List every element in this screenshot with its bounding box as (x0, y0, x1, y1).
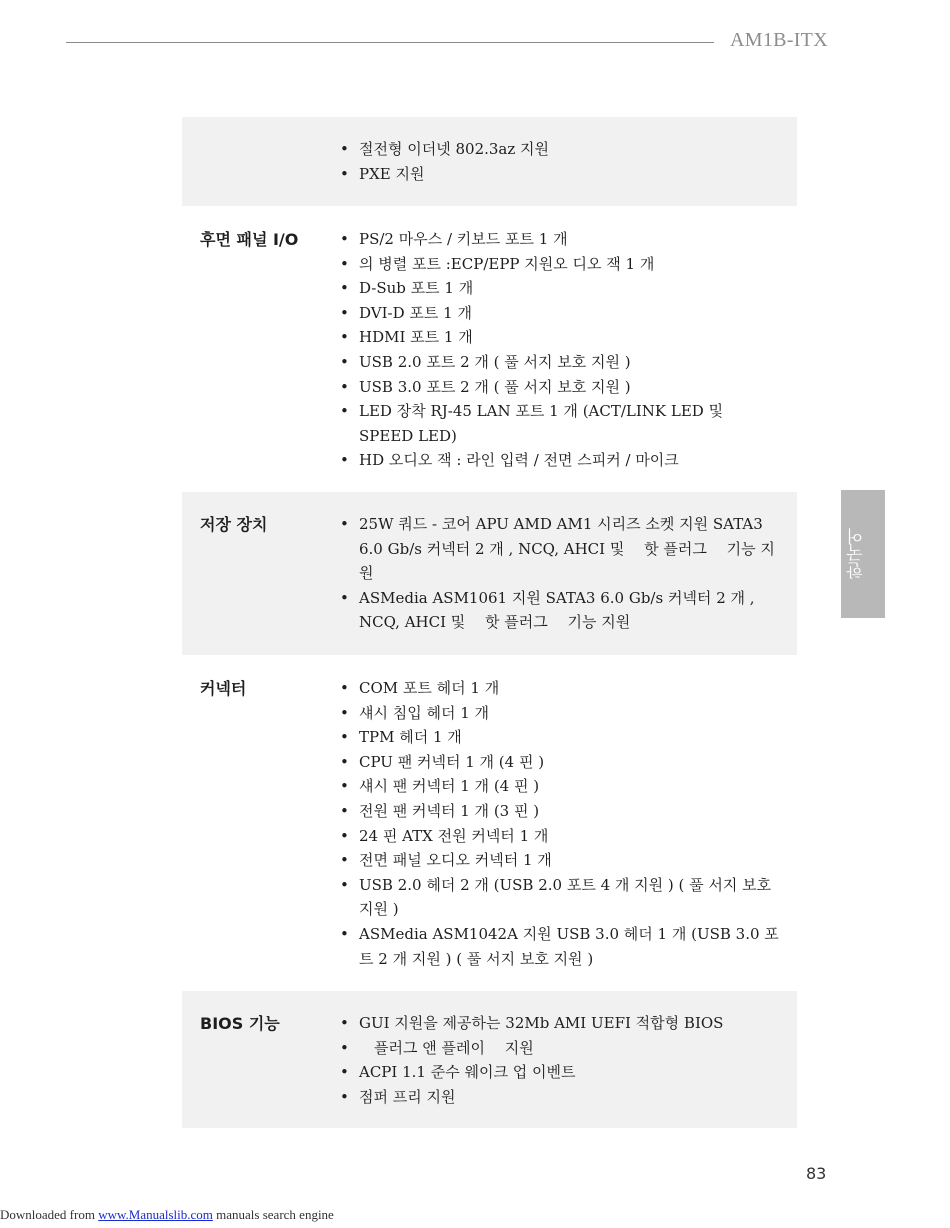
list-item: • USB 3.0 포트 2 개 ( 풀 서지 보호 지원 ) (340, 375, 780, 400)
header-rule (66, 42, 714, 43)
list-item: • 25W 쿼드 - 코어 APU AMD AM1 시리즈 소켓 지원 SATA3 6.0 Gb/s 커넥터 2 개 , NCQ, AHCI 및 핫 플러그 기능 지원 (340, 512, 780, 586)
language-tab-label: 한국어 (847, 528, 867, 580)
page-header-title: AM1B-ITX (730, 29, 828, 51)
list-item: • ASMedia ASM1042A 지원 USB 3.0 헤더 1 개 (USB 3.0 포트 2 개 지원 ) ( 풀 서지 보호 지원 ) (340, 922, 780, 971)
list-item: • 플러그 앤 플레이 지원 (340, 1036, 780, 1061)
spec-list (340, 227, 780, 492)
list-item: • 섀시 팬 커넥터 1 개 (4 핀 ) (340, 774, 780, 799)
spec-label: 저장 장치 (200, 515, 268, 534)
list-item: • PS/2 마우스 / 키보드 포트 1 개 (340, 227, 780, 252)
spec-label: 커넥터 (200, 679, 247, 698)
list-item: • GUI 지원을 제공하는 32Mb AMI UEFI 적합형 BIOS (340, 1011, 780, 1036)
list-item: • ACPI 1.1 준수 웨이크 업 이벤트 (340, 1060, 780, 1085)
spec-row-storage (182, 492, 797, 655)
footer-prefix: Downloaded from (0, 1207, 99, 1222)
list-item: • D-Sub 포트 1 개 (340, 276, 780, 301)
language-tab (841, 490, 885, 618)
footer-suffix: manuals search engine (212, 1207, 334, 1222)
spec-row-bios (182, 991, 797, 1128)
spec-list (340, 1011, 780, 1128)
list-item: • USB 2.0 포트 2 개 ( 풀 서지 보호 지원 ) (340, 350, 780, 375)
spec-list (340, 676, 780, 991)
spec-label: 후면 패널 I/O (200, 230, 299, 249)
manualslib-link[interactable]: www.Manualslib.com (98, 1207, 213, 1222)
list-item: • 전면 패널 오디오 커넥터 1 개 (340, 848, 780, 873)
list-item: • LED 장착 RJ-45 LAN 포트 1 개 (ACT/LINK LED 및 SPEED LED) (340, 399, 780, 448)
page-number: 83 (806, 1164, 827, 1183)
list-item: • 점퍼 프리 지원 (340, 1085, 780, 1110)
download-footer (0, 1207, 334, 1223)
list-item: • 전원 팬 커넥터 1 개 (3 핀 ) (340, 799, 780, 824)
spec-table (182, 117, 797, 1128)
list-item: • HDMI 포트 1 개 (340, 325, 780, 350)
spec-row-lan (182, 117, 797, 206)
list-item: • TPM 헤더 1 개 (340, 725, 780, 750)
list-item: • HD 오디오 잭 : 라인 입력 / 전면 스피커 / 마이크 (340, 448, 780, 473)
list-item: • DVI-D 포트 1 개 (340, 301, 780, 326)
list-item: • USB 2.0 헤더 2 개 (USB 2.0 포트 4 개 지원 ) ( 풀 서지 보호 지원 ) (340, 873, 780, 922)
spec-label (182, 137, 340, 206)
spec-row-rear-io (182, 206, 797, 492)
spec-list (340, 512, 780, 655)
list-item: • ASMedia ASM1061 지원 SATA3 6.0 Gb/s 커넥터 2 개 , NCQ, AHCI 및 핫 플러그 기능 지원 (340, 586, 780, 635)
list-item: • CPU 팬 커넥터 1 개 (4 핀 ) (340, 750, 780, 775)
spec-label: BIOS 기능 (200, 1014, 280, 1033)
list-item: • 24 핀 ATX 전원 커넥터 1 개 (340, 824, 780, 849)
spec-row-connectors (182, 655, 797, 991)
spec-list (340, 137, 780, 206)
list-item: • 의 병렬 포트 :ECP/EPP 지원오 디오 잭 1 개 (340, 252, 780, 277)
list-item: • 절전형 이더넷 802.3az 지원 (340, 137, 780, 162)
list-item: • COM 포트 헤더 1 개 (340, 676, 780, 701)
list-item: • PXE 지원 (340, 162, 780, 187)
list-item: • 섀시 침입 헤더 1 개 (340, 701, 780, 726)
